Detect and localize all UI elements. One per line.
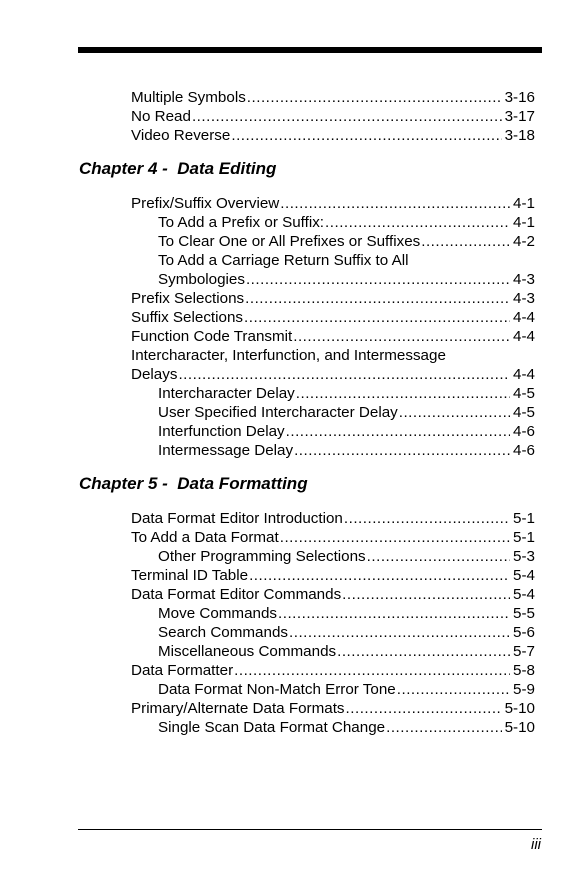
toc-entry-delays-line1[interactable]: Intercharacter, Interfunction, and Intermessage <box>131 347 446 364</box>
dot-leader <box>296 384 510 403</box>
toc-entry-no-read[interactable] <box>131 107 535 126</box>
toc-entry-page: 5-9 <box>513 681 535 698</box>
dot-leader <box>325 213 510 232</box>
toc-entry-page: 4-2 <box>513 233 535 250</box>
toc-entry-page: 5-7 <box>513 643 535 660</box>
dot-leader <box>386 718 502 737</box>
toc-entry-user-intercharacter-delay[interactable] <box>158 403 535 422</box>
chapter-4-heading[interactable]: Chapter 4 - Data Editing <box>79 159 277 178</box>
toc-entry-page: 5-3 <box>513 548 535 565</box>
dot-leader <box>344 509 510 528</box>
toc-entry-clear-prefixes[interactable] <box>158 232 535 251</box>
toc-entry-title: Search Commands <box>158 624 288 641</box>
toc-entry-title: To Add a Data Format <box>131 529 279 546</box>
toc-entry-title: To Add a Prefix or Suffix: <box>158 214 325 231</box>
toc-entry-editor-commands[interactable] <box>131 585 535 604</box>
toc-entry-video-reverse[interactable] <box>131 126 535 145</box>
toc-entry-title: Single Scan Data Format Change <box>158 719 386 736</box>
toc-entry-carriage-return-line1[interactable]: To Add a Carriage Return Suffix to All <box>158 252 409 269</box>
toc-entry-title: Intermessage Delay <box>158 442 294 459</box>
top-rule <box>78 47 542 53</box>
dot-leader <box>286 422 510 441</box>
page-number: iii <box>531 836 541 853</box>
dot-leader <box>293 327 510 346</box>
toc-entry-title: Symbologies <box>158 271 245 288</box>
toc-entry-title: Delays <box>131 366 178 383</box>
toc-entry-title: No Read <box>131 108 191 125</box>
toc-entry-page: 4-3 <box>513 271 535 288</box>
toc-entry-primary-alternate[interactable] <box>131 699 535 718</box>
dot-leader <box>244 308 510 327</box>
toc-entry-title: Data Formatter <box>131 662 234 679</box>
toc-entry-title: Data Format Non-Match Error Tone <box>158 681 396 698</box>
toc-entry-title: Move Commands <box>158 605 278 622</box>
dot-leader <box>289 623 510 642</box>
toc-entry-prefix-suffix-overview[interactable] <box>131 194 535 213</box>
toc-entry-title: Video Reverse <box>131 127 231 144</box>
toc-entry-page: 4-6 <box>513 442 535 459</box>
dot-leader <box>178 365 510 384</box>
toc-entry-interfunction-delay[interactable] <box>158 422 535 441</box>
bottom-rule <box>78 829 542 830</box>
toc-entry-multiple-symbols[interactable] <box>131 88 535 107</box>
toc-entry-prefix-selections[interactable] <box>131 289 535 308</box>
dot-leader <box>399 403 510 422</box>
toc-entry-title: To Clear One or All Prefixes or Suffixes <box>158 233 421 250</box>
dot-leader <box>367 547 510 566</box>
toc-entry-single-scan[interactable] <box>158 718 535 737</box>
toc-entry-page: 5-1 <box>513 510 535 527</box>
toc-entry-delays-line2[interactable] <box>131 365 535 384</box>
toc-entry-page: 4-5 <box>513 385 535 402</box>
toc-entry-suffix-selections[interactable] <box>131 308 535 327</box>
toc-entry-page: 5-4 <box>513 567 535 584</box>
dot-leader <box>337 642 510 661</box>
dot-leader <box>192 107 502 126</box>
dot-leader <box>245 289 510 308</box>
toc-entry-title: Intercharacter Delay <box>158 385 295 402</box>
toc-entry-title: Terminal ID Table <box>131 567 249 584</box>
toc-entry-function-code[interactable] <box>131 327 535 346</box>
toc-entry-search-commands[interactable] <box>158 623 535 642</box>
dot-leader <box>397 680 510 699</box>
toc-entry-move-commands[interactable] <box>158 604 535 623</box>
dot-leader <box>278 604 510 623</box>
toc-entry-page: 4-6 <box>513 423 535 440</box>
toc-entry-title: User Specified Intercharacter Delay <box>158 404 398 421</box>
dot-leader <box>247 88 502 107</box>
toc-entry-page: 5-10 <box>504 719 535 736</box>
toc-entry-other-programming[interactable] <box>158 547 535 566</box>
toc-entry-title: Other Programming Selections <box>158 548 366 565</box>
toc-entry-page: 4-4 <box>513 366 535 383</box>
dot-leader <box>280 194 510 213</box>
toc-entry-title: Suffix Selections <box>131 309 244 326</box>
toc-entry-title: Prefix/Suffix Overview <box>131 195 280 212</box>
toc-entry-add-data-format[interactable] <box>131 528 535 547</box>
toc-entry-page: 5-4 <box>513 586 535 603</box>
toc-entry-title: Miscellaneous Commands <box>158 643 337 660</box>
toc-entry-data-formatter[interactable] <box>131 661 535 680</box>
toc-entry-intercharacter-delay[interactable] <box>158 384 535 403</box>
dot-leader <box>421 232 510 251</box>
toc-entry-intermessage-delay[interactable] <box>158 441 535 460</box>
toc-entry-title: Function Code Transmit <box>131 328 293 345</box>
chapter-5-heading[interactable]: Chapter 5 - Data Formatting <box>79 474 308 493</box>
toc-entry-page: 5-8 <box>513 662 535 679</box>
toc-entry-editor-intro[interactable] <box>131 509 535 528</box>
toc-entry-non-match-tone[interactable] <box>158 680 535 699</box>
toc-entry-page: 3-18 <box>504 127 535 144</box>
toc-entry-title: Multiple Symbols <box>131 89 246 106</box>
dot-leader <box>346 699 502 718</box>
toc-entry-page: 4-3 <box>513 290 535 307</box>
toc-entry-page: 5-10 <box>504 700 535 717</box>
toc-entry-title: Interfunction Delay <box>158 423 285 440</box>
dot-leader <box>294 441 510 460</box>
toc-entry-page: 4-4 <box>513 309 535 326</box>
dot-leader <box>246 270 510 289</box>
toc-entry-title: Data Format Editor Commands <box>131 586 342 603</box>
toc-entry-page: 4-1 <box>513 195 535 212</box>
toc-entry-page: 5-6 <box>513 624 535 641</box>
dot-leader <box>234 661 510 680</box>
toc-entry-page: 4-1 <box>513 214 535 231</box>
toc-entry-page: 3-16 <box>504 89 535 106</box>
dot-leader <box>280 528 510 547</box>
dot-leader <box>231 126 501 145</box>
toc-entry-carriage-return-line2[interactable] <box>158 270 535 289</box>
toc-entry-page: 4-5 <box>513 404 535 421</box>
dot-leader <box>342 585 510 604</box>
toc-entry-page: 5-1 <box>513 529 535 546</box>
toc-entry-terminal-id[interactable] <box>131 566 535 585</box>
toc-entry-add-prefix-suffix[interactable] <box>158 213 535 232</box>
toc-entry-title: Primary/Alternate Data Formats <box>131 700 345 717</box>
toc-entry-page: 3-17 <box>504 108 535 125</box>
toc-entry-page: 4-4 <box>513 328 535 345</box>
toc-entry-title: Data Format Editor Introduction <box>131 510 343 527</box>
dot-leader <box>249 566 510 585</box>
toc-entry-title: Prefix Selections <box>131 290 245 307</box>
toc-entry-page: 5-5 <box>513 605 535 622</box>
toc-entry-misc-commands[interactable] <box>158 642 535 661</box>
